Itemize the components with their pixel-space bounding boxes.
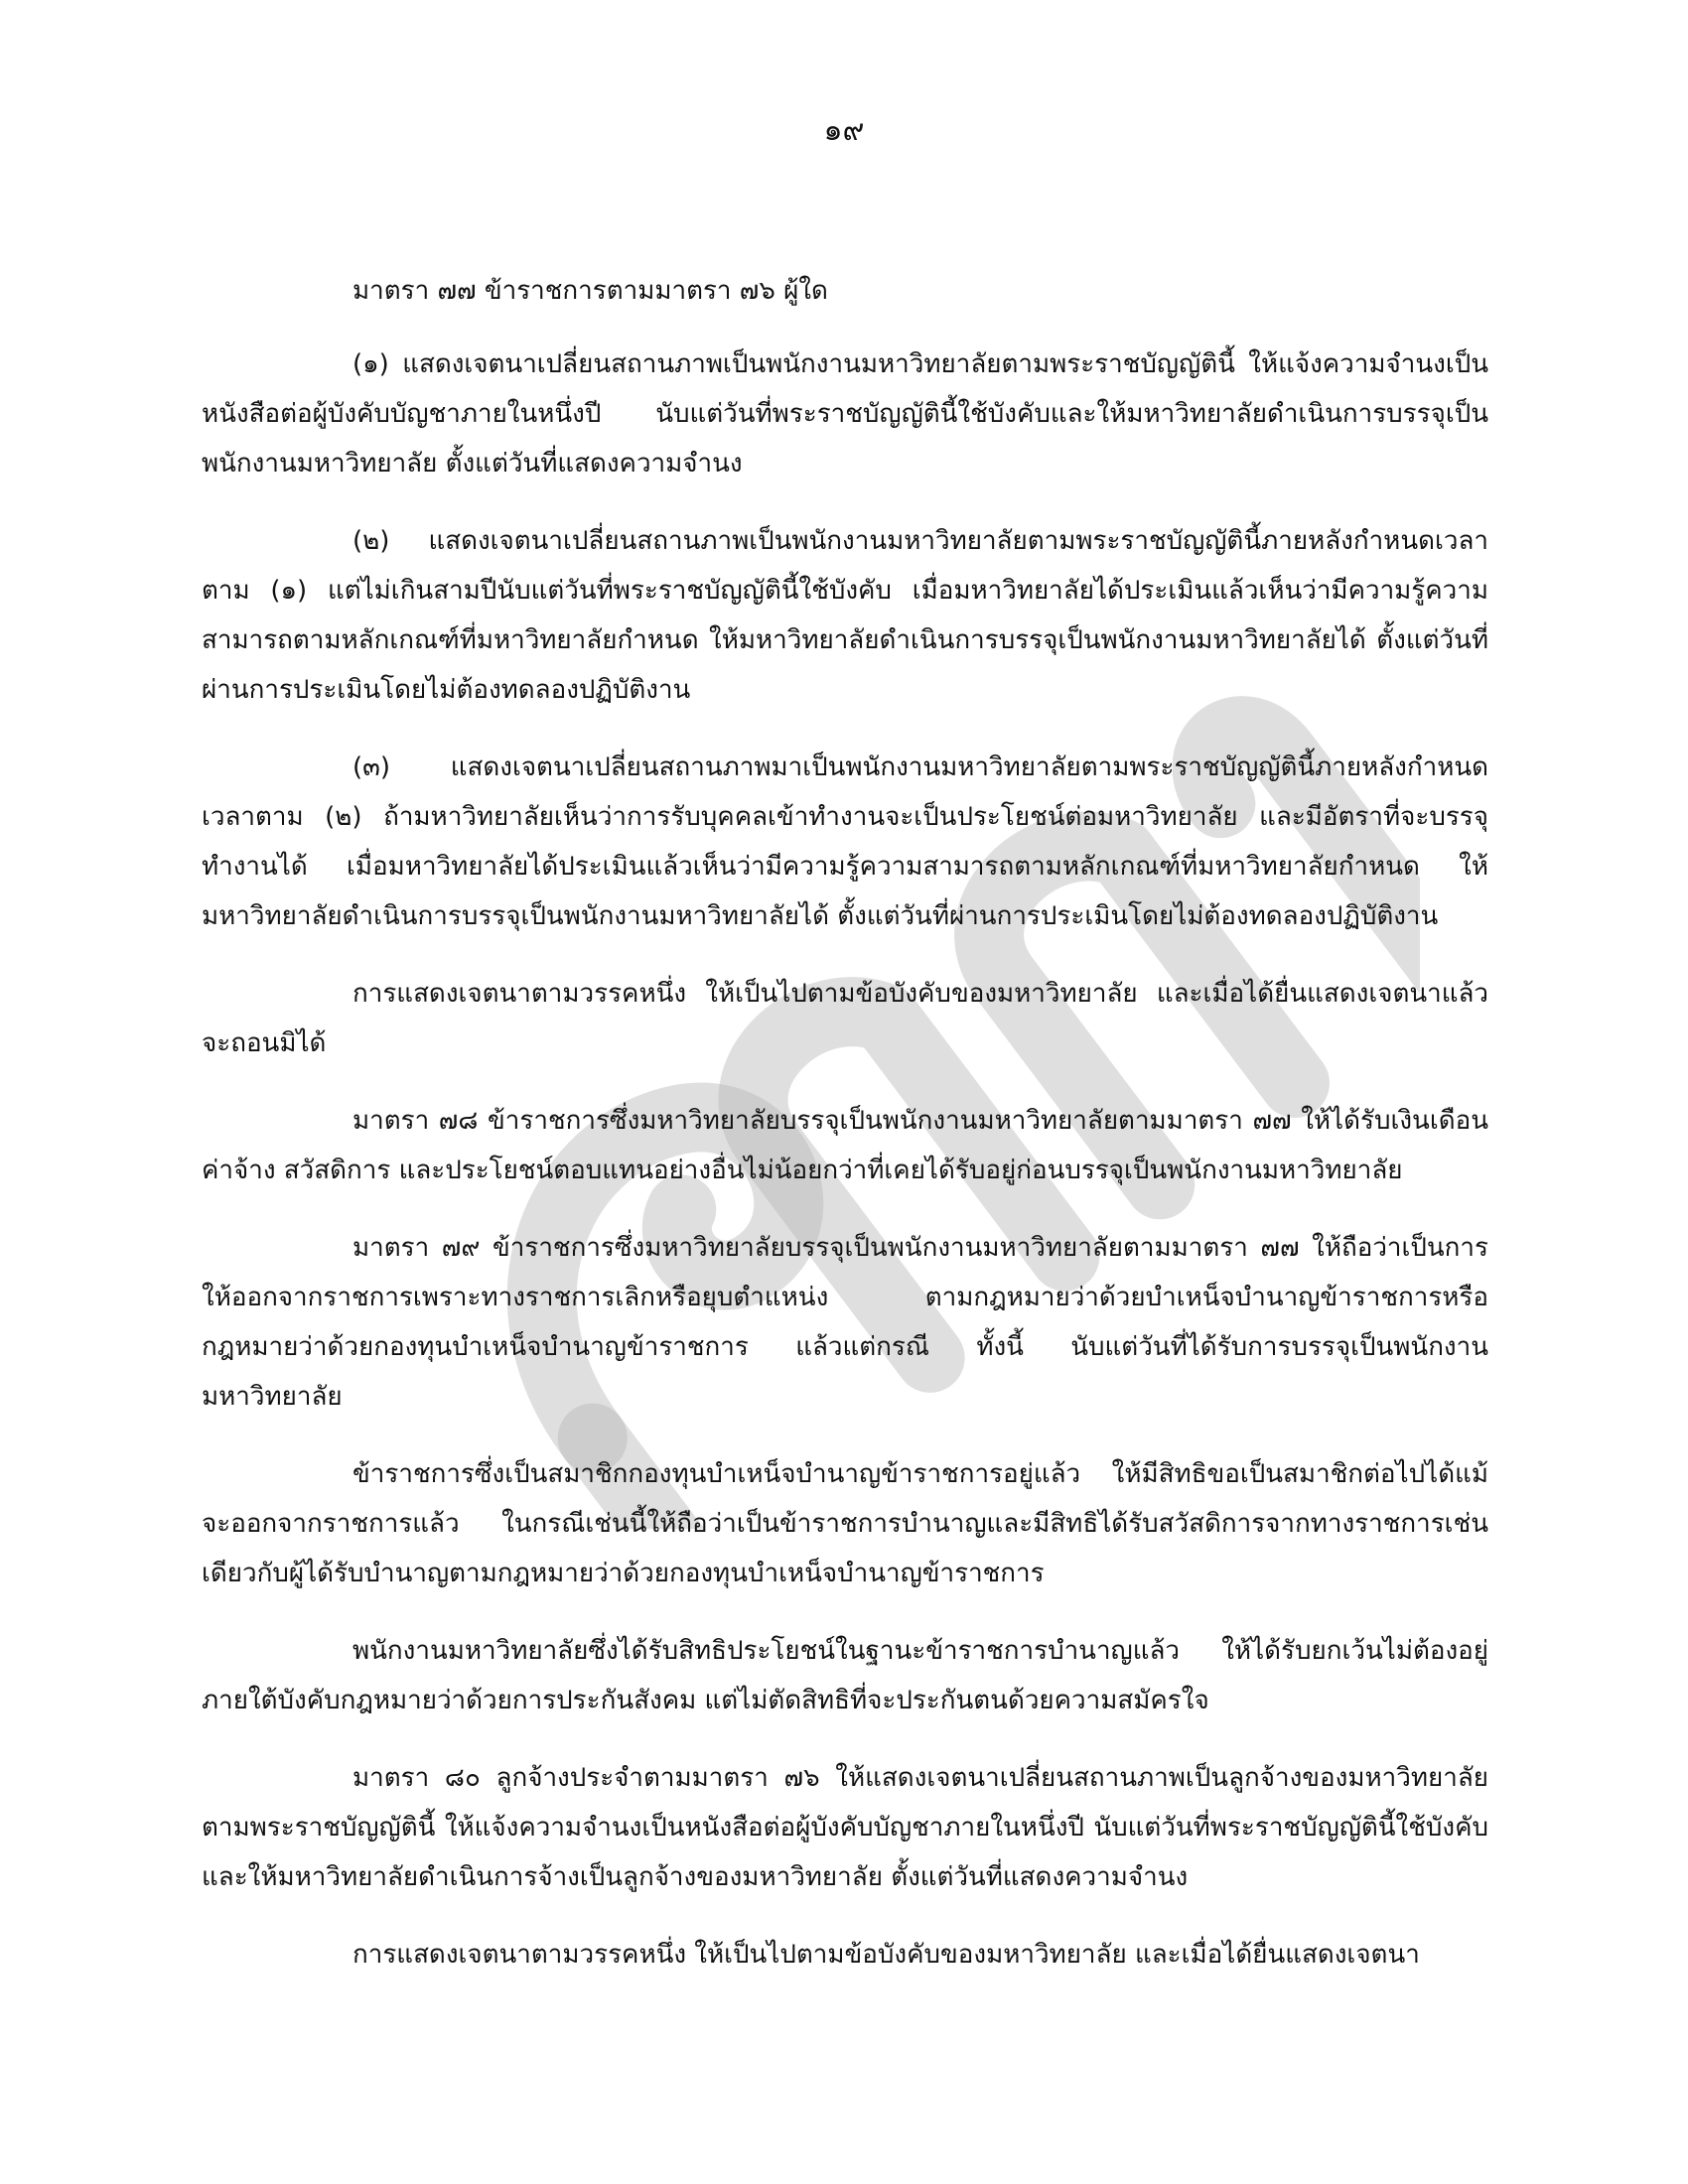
document-body xyxy=(202,266,1488,1979)
page-number: ๑๙ xyxy=(823,113,865,148)
section-79-paragraph-2: ข้าราชการซึ่งเป็นสมาชิกกองทุนบำเหน็จบำนาญข้าราชการอยู่แล้ว ให้มีสิทธิขอเป็นสมาชิกต่อไปได้แม้จะออกจากราชการแล้ว ในกรณีเช่นนี้ให้ถือว่าเป็นข้าราชการบำนาญและมีสิทธิได้รับสวัสดิการจากทางราชการเช่นเดียวกับผู้ได้รับบำนาญตามกฎหมายว่าด้วยกองทุนบำเหน็จบำนาญข้าราชการ xyxy=(202,1459,1488,1588)
section-78: มาตรา ๗๘ ข้าราชการซึ่งมหาวิทยาลัยบรรจุเป็นพนักงานมหาวิทยาลัยตามมาตรา ๗๗ ให้ได้รับเงินเดือน ค่าจ้าง สวัสดิการ และประโยชน์ตอบแทนอย่างอื่นไม่น้อยกว่าที่เคยได้รับอยู่ก่อนบรรจุเป็นพนักงานมหาวิทยาลัย xyxy=(202,1106,1488,1185)
section-77-item-3: (๓) แสดงเจตนาเปลี่ยนสถานภาพมาเป็นพนักงานมหาวิทยาลัยตามพระราชบัญญัตินี้ภายหลังกำหนดเวลาตาม (๒) ถ้ามหาวิทยาลัยเห็นว่าการรับบุคคลเข้าทำงานจะเป็นประโยชน์ต่อมหาวิทยาลัย และมีอัตราที่จะบรรจุทำงานได้ เมื่อมหาวิทยาลัยได้ประเมินแล้วเห็นว่ามีความรู้ความสามารถตามหลักเกณฑ์ที่มหาวิทยาลัยกำหนด ให้มหาวิทยาลัยดำเนินการบรรจุเป็นพนักงานมหาวิทยาลัยได้ ตั้งแต่วันที่ผ่านการประเมินโดยไม่ต้องทดลองปฏิบัติงาน xyxy=(202,752,1488,931)
section-80: มาตรา ๘๐ ลูกจ้างประจำตามมาตรา ๗๖ ให้แสดงเจตนาเปลี่ยนสถานภาพเป็นลูกจ้างของมหาวิทยาลัยตามพระราชบัญญัตินี้ ให้แจ้งความจำนงเป็นหนังสือต่อผู้บังคับบัญชาภายในหนึ่งปี นับแต่วันที่พระราชบัญญัตินี้ใช้บังคับและให้มหาวิทยาลัยดำเนินการจ้างเป็นลูกจ้างของมหาวิทยาลัย ตั้งแต่วันที่แสดงความจำนง xyxy=(202,1763,1488,1892)
section-77-item-1: (๑) แสดงเจตนาเปลี่ยนสถานภาพเป็นพนักงานมหาวิทยาลัยตามพระราชบัญญัตินี้ ให้แจ้งความจำนงเป็นหนังสือต่อผู้บังคับบัญชาภายในหนึ่งปี นับแต่วันที่พระราชบัญญัตินี้ใช้บังคับและให้มหาวิทยาลัยดำเนินการบรรจุเป็นพนักงานมหาวิทยาลัย ตั้งแต่วันที่แสดงความจำนง xyxy=(202,349,1488,478)
section-80-paragraph-2: การแสดงเจตนาตามวรรคหนึ่ง ให้เป็นไปตามข้อบังคับของมหาวิทยาลัย และเมื่อได้ยื่นแสดงเจตนา xyxy=(352,1940,1420,1970)
section-77-paragraph-2: การแสดงเจตนาตามวรรคหนึ่ง ให้เป็นไปตามข้อบังคับของมหาวิทยาลัย และเมื่อได้ยื่นแสดงเจตนาแล้วจะถอนมิได้ xyxy=(202,979,1488,1058)
section-77-heading: มาตรา ๗๗ ข้าราชการตามมาตรา ๗๖ ผู้ใด xyxy=(352,276,828,306)
section-79: มาตรา ๗๙ ข้าราชการซึ่งมหาวิทยาลัยบรรจุเป็นพนักงานมหาวิทยาลัยตามมาตรา ๗๗ ให้ถือว่าเป็นการให้ออกจากราชการเพราะทางราชการเลิกหรือยุบตำแหน่ง ตามกฎหมายว่าด้วยบำเหน็จบำนาญข้าราชการหรือกฎหมายว่าด้วยกองทุนบำเหน็จบำนาญข้าราชการ แล้วแต่กรณี ทั้งนี้ นับแต่วันที่ได้รับการบรรจุเป็นพนักงานมหาวิทยาลัย xyxy=(202,1233,1488,1412)
section-79-paragraph-3: พนักงานมหาวิทยาลัยซึ่งได้รับสิทธิประโยชน์ในฐานะข้าราชการบำนาญแล้ว ให้ได้รับยกเว้นไม่ต้องอยู่ภายใต้บังคับกฎหมายว่าด้วยการประกันสังคม แต่ไม่ตัดสิทธิที่จะประกันตนด้วยความสมัครใจ xyxy=(202,1636,1488,1715)
section-77-item-2: (๒) แสดงเจตนาเปลี่ยนสถานภาพเป็นพนักงานมหาวิทยาลัยตามพระราชบัญญัตินี้ภายหลังกำหนดเวลาตาม (๑) แต่ไม่เกินสามปีนับแต่วันที่พระราชบัญญัตินี้ใช้บังคับ เมื่อมหาวิทยาลัยได้ประเมินแล้วเห็นว่ามีความรู้ความสามารถตามหลักเกณฑ์ที่มหาวิทยาลัยกำหนด ให้มหาวิทยาลัยดำเนินการบรรจุเป็นพนักงานมหาวิทยาลัยได้ ตั้งแต่วันที่ผ่านการประเมินโดยไม่ต้องทดลองปฏิบัติงาน xyxy=(202,526,1488,705)
